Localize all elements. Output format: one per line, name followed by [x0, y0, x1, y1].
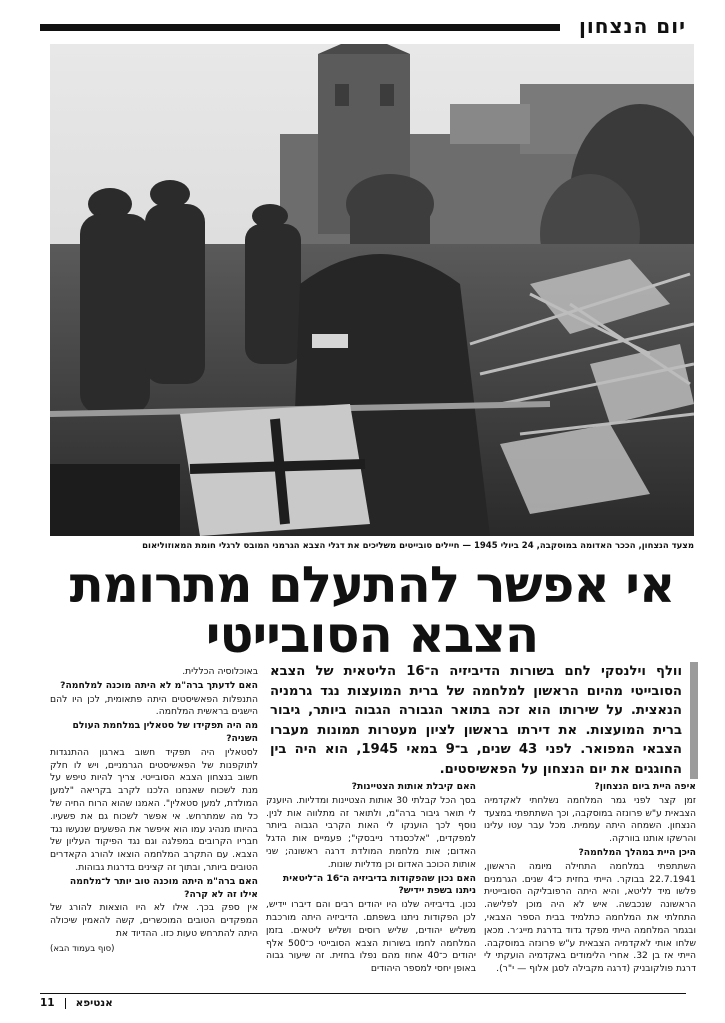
- question-heading: איפה היית ביום הנצחון?: [594, 781, 696, 792]
- page-number: 11: [40, 997, 55, 1009]
- question-heading: האם קיבלת אותות הצטיינות?: [351, 781, 476, 792]
- text-column-right: [484, 780, 696, 977]
- question-heading: האם לדעתך ברה"מ לא היתה מוכנה למלחמה?: [60, 679, 258, 691]
- photo-icon: [50, 44, 694, 536]
- section-title: יום הנצחון: [579, 14, 686, 38]
- answer-paragraph: אין ספק בכך. אילו לא היו הוצאות להורג של המפקדים הטובים המוכשרים, קשה להאמין שיכולה היתה להתרחש טעות כזו. ההדיוד את: [50, 902, 258, 939]
- page-footer: [40, 993, 686, 1011]
- answer-paragraph: באוכלוסיה הכללית.: [182, 666, 258, 677]
- answer-paragraph: בסך הכל קבלתי 30 אותות הצטיינות ומדליות. היוענק לי תואר גיבור ברה"מ, ולתואר זה מתלווה אות לנין. נוסף לכך הוענקו לי האות הקרבי הגבוה ביותר למפקדים, "אלכסנדר נייבסקי"; פעמיים אות הדגל האדום; אות מלחמת המולדת דרגה ראשונה; שני אותות הכוכב האדום וכן מדליות שונות.: [266, 794, 476, 870]
- lede-author: וולף וילנסקי: [600, 664, 682, 679]
- article-headline: [48, 556, 696, 664]
- question-heading: היכן היית במהלך המלחמה?: [578, 846, 696, 858]
- photo-caption: מצעד הנצחון, הככר האדומה במוסקבה, 24 ביולי 1945 — חיילים סובייטים משליכים את דגלי הצבא הגרמני המובס לרגלי חומת המאוזוליאום: [142, 541, 694, 551]
- magazine-name: אנטיפא: [75, 997, 113, 1009]
- question-heading: מה היה תפקידו של סטאלין במלחמת העולם השניה?: [72, 720, 258, 744]
- footer-separator: [65, 998, 66, 1009]
- answer-paragraph: לסטאלין היה תפקיד חשוב בארגון ההתנגדות לתוקפנות של הפאשיסטים הגרמניים, ויש לו חלק חשוב בנצחון הצבא הסובייטי. צריך להיות טיפש על מנת לשכוח שאנחנו הלכנו לקרב בקריאה "למען המולדת, למען סטאלין". האמנו שהוא הרוח החיה של כל מה שמתרחש. אי אפשר לשכוח גם את פשעיו. בהיותו מנהיג עמו הוא איפשר את הפשעים שנעשו נגד חבריו הקרובים במפלגה וגם נגד הפיקוד העליון של הצבא. עם התקרב המלחמה הוצאו להורג הקאדרים הטובים ביותר, ובתוך זה קצינים בדרגות גבוהות.: [50, 746, 258, 873]
- lede-text: לחם בשורות הדיביזיה ה־16 הליטאית של הצבא הסובייטי מהיום הראשון למלחמה של ברית המועצות נגד גרמניה הנאצית. על שירותו הוא זכה בתואר הגבורה הגבוה ביותר, גיבור ברית המועצות. את דירתו בראשון לציון מעטרות תמונות מעברו הצבאי המפואר. לפני 43 שנים, ב־9 במאי 1945, הוא היה בין החוגגים את יום הנצחון על הפאשיסטים.: [270, 664, 682, 777]
- article-lede: [270, 662, 698, 779]
- continued-note: (סוף בעמוד הבא): [50, 943, 115, 954]
- headline-line-1: אי אפשר להתעלם מתרומת: [69, 556, 675, 614]
- victory-parade-photo: [50, 44, 694, 536]
- answer-paragraph: התנפלות הפאשיסטים היתה פתאומית, לכן היו להם הישגים בראשית המלחמה.: [50, 693, 258, 718]
- page-header: [40, 14, 686, 38]
- question-heading: האם נכון שהפקודות בדיביזיה ה־16 ה־ליטאית ניתנו בשפת יידיש?: [282, 872, 476, 897]
- answer-paragraph: נכון. בדיביזיה שלנו היו יהודים רבים והם דיברו יידיש, לכן הפקודות ניתנו בשפתם. הדיביזיה היתה מורכבת משליש יהודים, שליש רוסים ושליש ליטאים. בזמן המלחמה לחמו בשורות הצבא הסובייטי כ־500 אלף יהודים כ־40 אחוז מהם נפלו בחזית. זה שיעור גבוה באופן יחסי למספר היהודים: [266, 899, 476, 975]
- headline-line-2: הצבא הסובייטי: [205, 606, 539, 664]
- text-column-left: [50, 666, 258, 957]
- text-column-middle: [266, 780, 476, 977]
- answer-paragraph: זמן קצר לפני גמר המלחמה נשלחתי לאקדמיה הצבאית ע"ש פרונזה במוסקבה, וכך השתתפתי במצעד הנצחון. השמחה היתה עממית. מכל עבר עטו עלינו והרשקו אותנו בוורקה.: [484, 794, 696, 845]
- header-rule: [40, 24, 560, 31]
- question-heading: האם ברה"מ היתה מוכנה טוב יותר ל־מלחמה אילו זה לא קרה?: [69, 875, 258, 900]
- footer-text: [40, 997, 113, 1009]
- answer-paragraph: השתתפתי במלחמה התחילה מיומה הראשון, 22.7.1941 בבוקר. הייתי בחזית כ־4 שנים. הגרמנים פלשו מיד לליטא, והיא היתה הרפובליקה הסובייטית הראשונה שנכבשה. איש לא היה מוכן לפלישה. התחלתי את המלחמה כתלמיד בבית הספר הצבאי, ובגמר המלחמה הייתי מפקד גדוד בדרגת מייג׳ר. מכאן שלחו אותי לאקדמיה הצבאית ע"ש פרונזה במוסקבה. הייתי אז בן 32. אחרי הלימודים באקדמיה הועקתי לי דרגת פולקובניק (דרגה מקבילה לסגן אלוף — י"ר).: [484, 860, 696, 975]
